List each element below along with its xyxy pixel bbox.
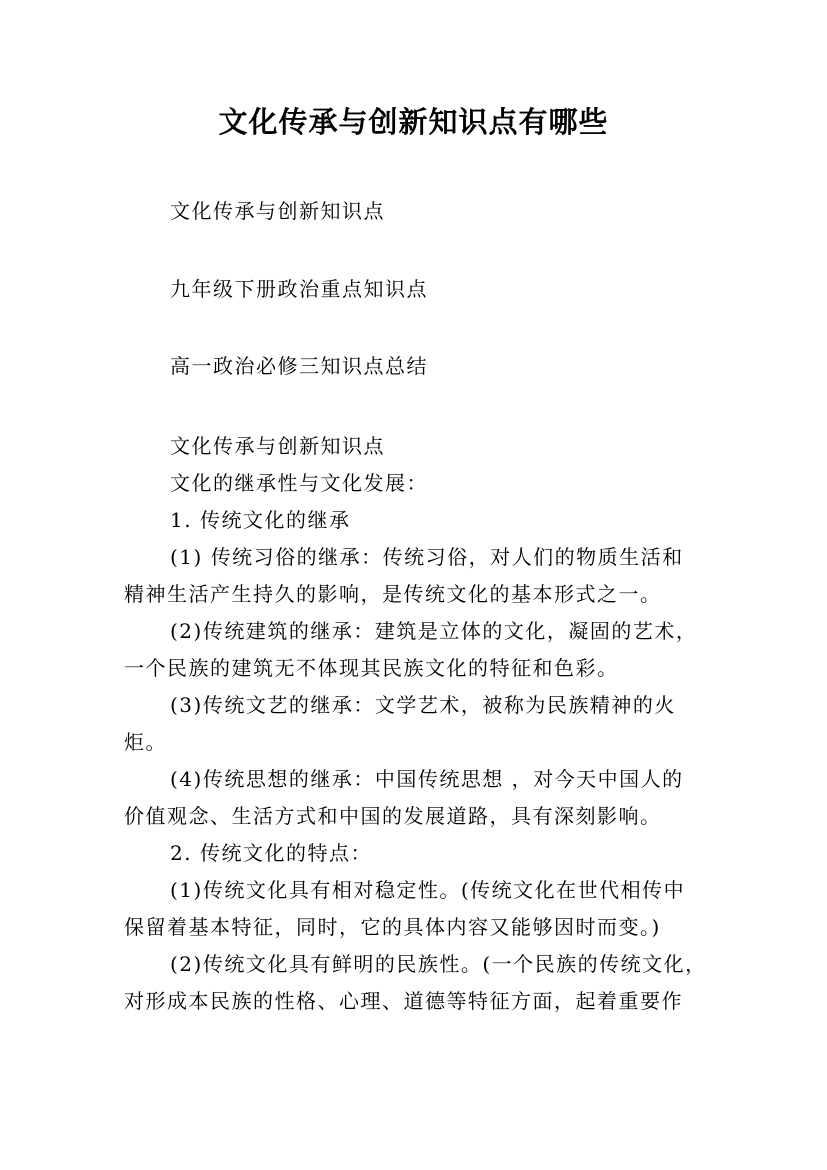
paragraph-line: 一个民族的建筑无不体现其民族文化的特征和色彩。 xyxy=(124,656,619,680)
paragraph-line: (2)传统文化具有鲜明的民族性。(一个民族的传统文化， xyxy=(170,952,707,976)
paragraph-line: 价值观念、生活方式和中国的发展道路，具有深刻影响。 xyxy=(124,804,662,828)
paragraph-line: 2. 传统文化的特点： xyxy=(170,841,372,865)
paragraph-line: (1)传统文化具有相对稳定性。(传统文化在世代相传中 xyxy=(170,878,686,902)
paragraph-line: 对形成本民族的性格、心理、道德等特征方面，起着重要作 xyxy=(124,989,683,1013)
toc-item: 高一政治必修三知识点总结 xyxy=(170,354,428,378)
document-title: 文化传承与创新知识点有哪些 xyxy=(218,105,609,139)
paragraph-line: (3)传统文艺的继承：文学艺术，被称为民族精神的火 xyxy=(170,693,676,717)
section-heading: 文化传承与创新知识点 xyxy=(170,434,385,458)
paragraph-line: 保留着基本特征，同时，它的具体内容又能够因时而变。) xyxy=(124,915,661,939)
paragraph-line: 1. 传统文化的继承 xyxy=(170,508,351,532)
paragraph-line: (4)传统思想的继承：中国传统思想 ，对今天中国人的 xyxy=(170,767,684,791)
toc-item: 九年级下册政治重点知识点 xyxy=(170,277,428,301)
document-body xyxy=(124,428,707,1020)
paragraph-line: (2)传统建筑的继承：建筑是立体的文化，凝固的艺术， xyxy=(170,619,698,643)
paragraph-line: 炬。 xyxy=(124,730,167,754)
paragraph-line: 文化的继承性与文化发展： xyxy=(170,471,428,495)
paragraph-line: 精神生活产生持久的影响，是传统文化的基本形式之一。 xyxy=(124,582,662,606)
toc-item: 文化传承与创新知识点 xyxy=(170,199,385,223)
paragraph-line: (1) 传统习俗的继承：传统习俗，对人们的物质生活和 xyxy=(170,545,684,569)
